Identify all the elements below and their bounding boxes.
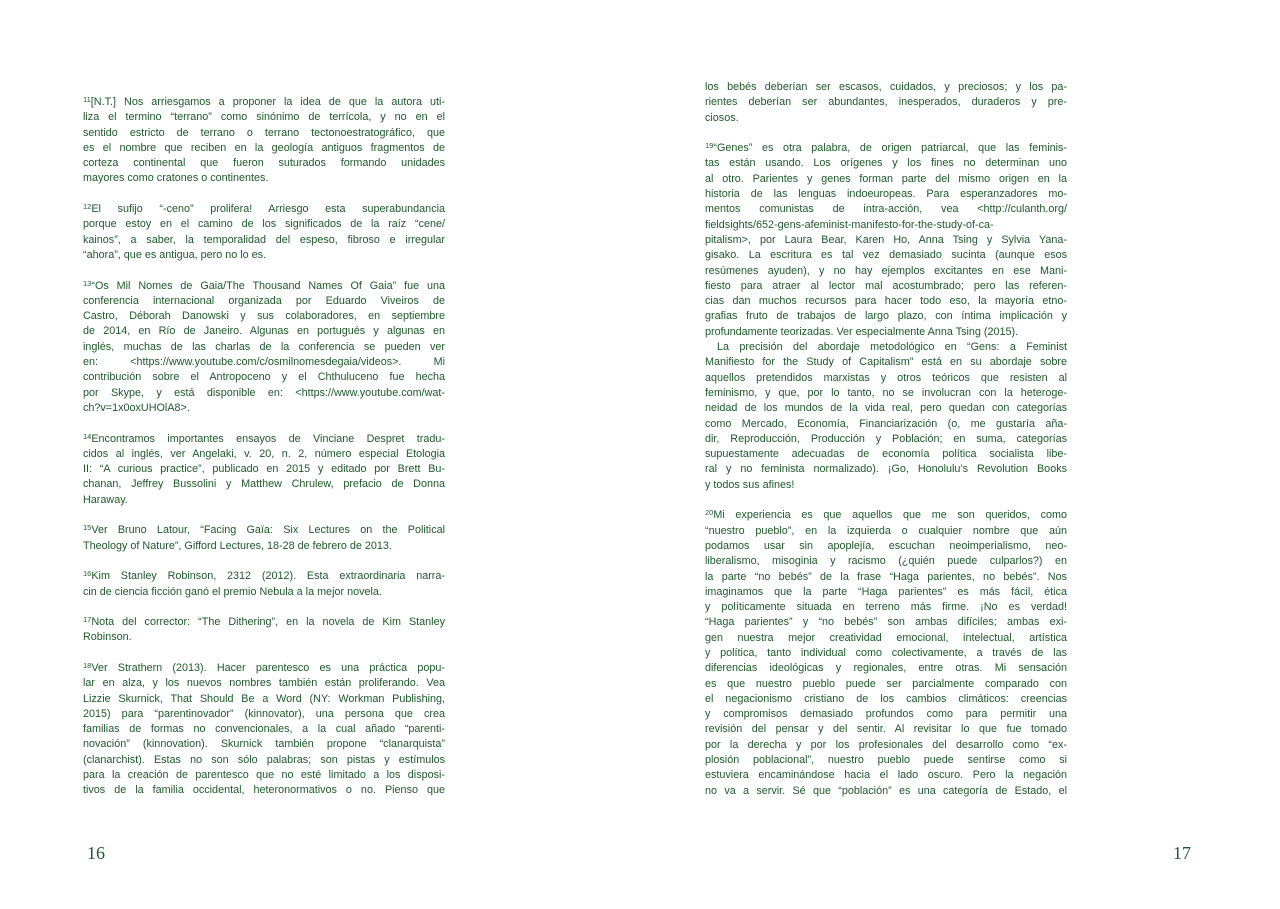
footnote-text: porque estoy en el camino de los significados de la raíz “cene/ (83, 218, 445, 231)
footnote-line (83, 462, 445, 477)
footnote-text: tivos de la familia occidental, heteronormativos o no. Pienso que (83, 784, 445, 797)
footnote-text: al otro. Parientes y genes forman parte del mismo origen en la (705, 172, 1067, 185)
footnote-number: 18 (83, 660, 92, 670)
footnote-text: Encontramos importantes ensayos de Vinciane Despret tradu- (91, 432, 445, 445)
footnote-line (705, 447, 1067, 462)
footnote-text: cias dan muchos recursos para hacer todo eso, la mayoría etno- (705, 295, 1067, 308)
footnote-text: supuestamente adecuadas de economía política socialista libe- (705, 448, 1067, 461)
footnote-line (83, 386, 445, 401)
footnote-line (83, 401, 445, 416)
footnote-text: Nota del corrector: “The Dithering”, en la novela de Kim Stanley (91, 616, 445, 629)
footnote-text: aquellos pretendidos marxistas y otros teóricos que resisten al (705, 371, 1067, 384)
footnote-text: “ahora”, que es antigua, pero no lo es. (83, 248, 267, 261)
footnote-line (83, 340, 445, 355)
footnote-text: por la derecha y por los profesionales del desarrollo como “ex- (705, 738, 1067, 751)
footnote-line (705, 615, 1067, 630)
footnote-line (83, 294, 445, 309)
footnote-number: 14 (83, 431, 92, 441)
footnote (705, 141, 1067, 493)
footnote-text: en: <https://www.youtube.com/c/osmilnomesdegaia/videos>. Mi (83, 356, 445, 369)
footnote-line (83, 355, 445, 370)
footnote-text: El sufijo “-ceno” prolifera! Arriesgo esta superabundancia (91, 203, 445, 216)
footnote-line (83, 126, 445, 141)
footnote-text: lar en alza, y los nuevos nombres también están proliferando. Vea (83, 677, 445, 690)
footnote-text: para la creación de parentesco que no esté limitado a los disposi- (83, 769, 445, 782)
footnote-text: liza el termino “terrano” como sinónimo de terrícola, y no en el (83, 111, 445, 124)
footnote-line (705, 386, 1067, 401)
footnote-text: fieldsights/652-gens-afeminist-manifesto-for-the-study-of-ca- (705, 218, 994, 231)
footnote-line (705, 784, 1067, 799)
footnote-text: [N.T.] Nos arriesgamos a proponer la idea de que la autora uti- (90, 96, 445, 108)
footnote-text: de 2014, en Río de Janeiro. Algunas en portugués y algunas en (83, 325, 445, 338)
footnote-text: Ver Bruno Latour, “Facing Gaïa: Six Lectures on the Political (91, 524, 445, 537)
footnote (83, 202, 445, 263)
footnote-text: Robinson. (83, 631, 132, 644)
footnote-number: 15 (83, 523, 92, 533)
footnote-line (705, 768, 1067, 783)
footnote-line (705, 95, 1067, 110)
footnote-text: y compromisos demasiado profundos como para permitir una (705, 708, 1067, 721)
footnote-text: podamos usar sin apoplejía, escuchan neoimperialismo, neo- (705, 539, 1067, 552)
footnote-text: ch?v=1x0oxUHOlA8>. (83, 401, 190, 414)
page-number-left: 16 (87, 843, 105, 863)
footnote-number: 20 (705, 508, 714, 518)
footnote-line (705, 248, 1067, 263)
footnote-number: 16 (83, 569, 92, 579)
footnote-line (83, 523, 445, 538)
footnote-text: inglés, muchas de las charlas de la conferencia se pueden ver (83, 340, 445, 353)
footnote-text: Haraway. (83, 493, 128, 506)
footnote-text: La precisión del abordaje metodológico en “Gens: a Feminist (717, 341, 1067, 354)
footnote-line (83, 676, 445, 691)
footnote-line (705, 340, 1067, 355)
footnote-text: es el nombre que reciben en la geología antiguos fragmentos de (83, 141, 445, 154)
footnote-text: los bebés deberían ser escasos, cuidados, y preciosos; y los pa- (705, 81, 1067, 93)
footnote-text: la parte “no bebés” de la frase “Haga parientes, no bebés”. Nos (705, 570, 1067, 583)
footnote (83, 569, 445, 600)
footnote-line (705, 707, 1067, 722)
footnote-text: neidad de los mundos de la vida real, pero quedan con categorías (705, 402, 1067, 415)
footnote-text: mayores como cratones o continentes. (83, 172, 269, 185)
footnote-line (705, 753, 1067, 768)
footnote-line (83, 585, 445, 600)
footnote-line (705, 309, 1067, 324)
footnote-text: kainos”, a saber, la temporalidad del espeso, fibroso e irregular (83, 233, 445, 246)
footnote-text: diferencias ideológicas y regionales, entre otras. Mi sensación (705, 662, 1067, 675)
footnote-line (705, 417, 1067, 432)
footnote (83, 279, 445, 417)
footnote (705, 80, 1067, 126)
footnote-line (83, 615, 445, 630)
footnote-line (83, 110, 445, 125)
footnote-line (83, 156, 445, 171)
footnote-line (83, 722, 445, 737)
footnote-text: Kim Stanley Robinson, 2312 (2012). Esta extraordinaria narra- (91, 570, 445, 583)
footnote-line (705, 508, 1067, 523)
footnote-line (83, 324, 445, 339)
footnote-text: grafias fruto de trabajos de largo plazo, con íntima implicación y (705, 310, 1067, 323)
footnote-text: novación” (kinnovation). Skurnick también propone “clanarquista” (83, 738, 445, 751)
footnote-line (83, 279, 445, 294)
footnote-text: por Skype, y está disponible en: <https://www.youtube.com/wat- (83, 386, 445, 399)
footnote-text: cin de ciencia ficción ganó el premio Nebula a la mejor novela. (83, 585, 382, 598)
footnote-text: liberalismo, misoginia y racismo (¿quién puede culparlos?) en (705, 555, 1067, 568)
footnote-line (705, 355, 1067, 370)
footnote-line (83, 217, 445, 232)
footnote (705, 508, 1067, 799)
footnote-line (705, 661, 1067, 676)
footnote-line (705, 264, 1067, 279)
footnote-line (705, 539, 1067, 554)
footnote-line (83, 737, 445, 752)
page-number-right: 17 (1173, 843, 1191, 863)
footnote-line (83, 707, 445, 722)
footnote-line (83, 95, 445, 110)
footnote-line (705, 646, 1067, 661)
footnote (83, 615, 445, 646)
footnote-text: conferencia internacional organizada por Eduardo Viveiros de (83, 294, 445, 307)
footnote (83, 95, 445, 187)
footnote-text: resúmenes ayuden), y no hay ejemplos excitantes en ese Mani- (705, 264, 1067, 277)
footnote-text: sentido estricto de terrano o terrano tectonoestratográfico, que (83, 126, 445, 139)
footnote-number: 12 (83, 202, 92, 212)
footnote-line (83, 233, 445, 248)
footnote-text: feminismo, y que, por lo tanto, no se involucran con la heteroge- (705, 386, 1067, 399)
footnote-text: contribución sobre el Antropoceno y el Chthuluceno fue hecha (83, 371, 445, 384)
footnote (83, 661, 445, 799)
footnote-number: 11 (83, 95, 91, 104)
footnote-text: no va a servir. Sé que “población” es una categoría de Estado, el (705, 784, 1067, 797)
footnote-line (83, 202, 445, 217)
footnote-text: Manifiesto for the Study of Capitalism” está en su abordaje sobre (705, 356, 1067, 369)
footnote-text: rientes deberían ser abundantes, inesperados, duraderos y pre- (705, 96, 1067, 109)
footnote-text: mentos comunistas de intra-acción, vea <http://culanth.org/ (705, 203, 1067, 216)
footnote-text: Mi experiencia es que aquellos que me son queridos, como (713, 509, 1067, 522)
footnote-line (705, 294, 1067, 309)
footnote-number: 17 (83, 615, 92, 625)
footnote-text: Castro, Déborah Danowski y sus colaboradores, en septiembre (83, 310, 445, 323)
footnote-number: 19 (705, 141, 714, 151)
footnote-line (83, 630, 445, 645)
footnote-line (705, 187, 1067, 202)
footnote-line (705, 233, 1067, 248)
footnote-text: ral y no feminista normalizado). ¡Go, Honolulu’s Revolution Books (705, 463, 1067, 476)
footnote-text: es que nuestro pueblo puede ser parcialmente comparado con (705, 677, 1067, 690)
footnote-text: chanan, Jeffrey Bussolini y Matthew Chrulew, prefacio de Donna (83, 478, 445, 491)
footnote-line (705, 677, 1067, 692)
footnote-line (705, 692, 1067, 707)
footnote-line (83, 447, 445, 462)
footnote-text: revisión del pensar y del sentir. Al revisitar lo que fue tomado (705, 723, 1067, 736)
footnote-line (83, 477, 445, 492)
footnote-line (83, 783, 445, 798)
footnote-text: Lizzie Skurnick, That Should Be a Word (NY: Workman Publishing, (83, 692, 445, 705)
footnote-text: “Haga parientes” y “no bebés” son ambas difíciles; ambas exi- (705, 616, 1067, 629)
footnote-text: imaginamos que la parte “Haga parientes” es más fácil, ética (705, 585, 1067, 598)
footnote-line (705, 371, 1067, 386)
footnote-text: estuviera encaminándose hacia el lado oscuro. Pero la negación (705, 769, 1067, 782)
footnote-text: (clanarchist). Estas no son sólo palabras; son pistas y estímulos (83, 753, 445, 766)
footnote-line (705, 631, 1067, 646)
footnote-line (83, 309, 445, 324)
footnote-line (83, 370, 445, 385)
footnote-text: historia de las lenguas indoeuropeas. Para esperanzadores mo- (705, 188, 1067, 201)
footnote-text: pitalism>, por Laura Bear, Karen Ho, Anna Tsing y Sylvia Yana- (705, 233, 1067, 246)
footnote-line (705, 325, 1067, 340)
footnote-line (705, 432, 1067, 447)
footnote-line (705, 401, 1067, 416)
footnote-line (83, 493, 445, 508)
footnote-text: el negacionismo cristiano de los cambios climáticos: creencias (705, 692, 1067, 705)
footnote-line (705, 554, 1067, 569)
left-page-footnotes (83, 95, 445, 814)
footnote-text: gisako. La escritura es tal vez demasiado sucinta (aunque esos (705, 249, 1067, 262)
footnote-text: dir, Reproducción, Producción y Población; en suma, categorías (705, 432, 1067, 445)
footnote-line (83, 248, 445, 263)
footnote-number: 13 (83, 278, 92, 288)
footnote-line (705, 172, 1067, 187)
footnote-text: ciosos. (705, 111, 739, 124)
footnote-line (83, 539, 445, 554)
footnote-text: “nuestro pueblo”, en la izquierda o cualquier nombre que aún (705, 524, 1067, 537)
footnote-line (705, 722, 1067, 737)
footnote-line (705, 279, 1067, 294)
footnote-line (83, 661, 445, 676)
footnote-text: gen nuestra mejor creatividad emocional, intelectual, artística (705, 631, 1067, 644)
footnote-text: fiesto para atraer al lector mal acostumbrado; pero las referen- (705, 279, 1067, 292)
footnote-line (83, 753, 445, 768)
footnote-text: “Os Mil Nomes de Gaia/The Thousand Names Of Gaia” fue una (91, 279, 445, 292)
footnote-line (83, 569, 445, 584)
footnote-line (705, 111, 1067, 126)
footnote-line (705, 156, 1067, 171)
footnote-line (705, 218, 1067, 233)
footnote-line (705, 478, 1067, 493)
footnote-text: II: “A curious practice”, publicado en 2015 y editado por Brett Bu- (83, 463, 445, 476)
footnote-line (83, 768, 445, 783)
footnote-text: cidos al inglés, ver Angelaki, v. 20, n. 2, número especial Etologia (83, 447, 445, 460)
footnote-line (705, 462, 1067, 477)
footnote-text: y todos sus afines! (705, 478, 795, 491)
footnote-line (705, 738, 1067, 753)
footnote-text: Ver Strathern (2013). Hacer parentesco es una práctica popu- (91, 661, 445, 674)
footnote-text: corteza continental que fueron suturados formando unidades (83, 157, 445, 170)
footnote-text: “Genes” es otra palabra, de origen patriarcal, que las feminis- (713, 142, 1067, 155)
footnote-text: familias de formas no convencionales, a la cual añado “parenti- (83, 723, 445, 736)
footnote-line (705, 600, 1067, 615)
footnote-line (705, 570, 1067, 585)
right-page-footnotes (705, 80, 1067, 814)
footnote-line (705, 80, 1067, 95)
footnote-line (705, 202, 1067, 217)
footnote-line (83, 171, 445, 186)
footnote-line (705, 585, 1067, 600)
footnote-line (83, 141, 445, 156)
footnote-line (83, 432, 445, 447)
footnote-line (705, 524, 1067, 539)
footnote-line (705, 141, 1067, 156)
footnote-text: Theology of Nature”, Gifford Lectures, 18-28 de febrero de 2013. (83, 539, 392, 552)
footnote-text: y políticamente situada en terreno más firme. ¡No es verdad! (705, 601, 1067, 614)
footnote (83, 432, 445, 508)
footnote-text: 2015) para “parentinovador” (kinnovator), una persona que crea (83, 707, 445, 720)
footnote-text: tas están usando. Los orígenes y los fines no determinan uno (705, 157, 1067, 170)
footnote-text: y política, tanto individual como colectivamente, a través de las (705, 646, 1067, 659)
footnote-text: profundamente teorizadas. Ver especialmente Anna Tsing (2015). (705, 325, 1019, 338)
footnote-text: plosión poblacional”, nuestro pueblo puede sentirse como si (705, 754, 1067, 767)
footnote-text: como Mercado, Economía, Financiarización (o, me gustaría aña- (705, 417, 1067, 430)
footnote-line (83, 692, 445, 707)
footnote (83, 523, 445, 554)
